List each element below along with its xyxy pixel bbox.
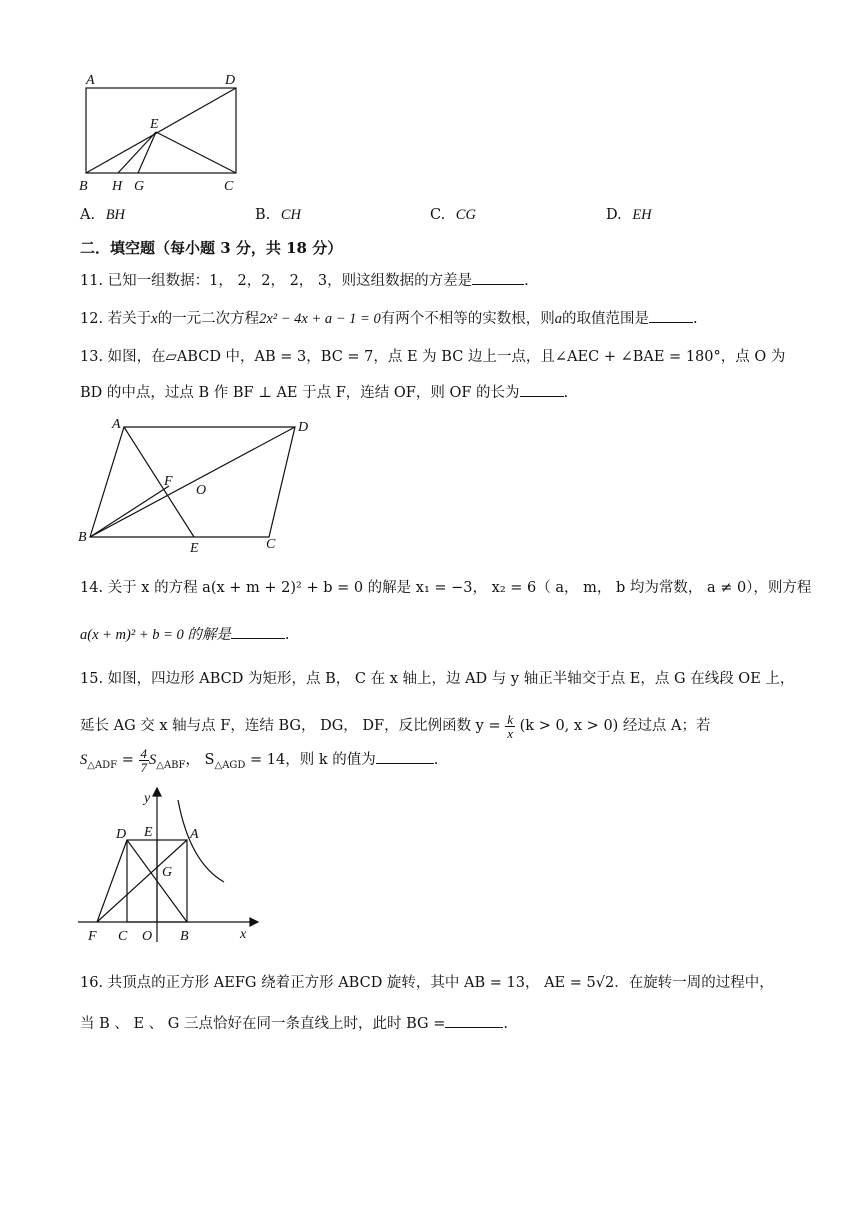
q12-text-3: 有两个不相等的实数根，则 bbox=[380, 311, 555, 327]
q15-s1: S bbox=[80, 752, 88, 768]
q15-text-1: 如图，四边形 ABCD 为矩形，点 B， C 在 x 轴上，边 AD 与 y 轴正半轴交于点 E，点 G 在线段 OE 上， bbox=[107, 671, 795, 687]
q12-number: 12. bbox=[80, 311, 104, 327]
q15-s2: S bbox=[149, 752, 157, 768]
label-D: D bbox=[116, 827, 127, 842]
label-E: E bbox=[150, 117, 159, 132]
q13-end: . bbox=[563, 385, 569, 401]
question-14-line-1 bbox=[80, 578, 811, 598]
label-B: B bbox=[78, 530, 87, 545]
label-B: B bbox=[79, 179, 88, 194]
figure-rectangle-abcd bbox=[76, 70, 246, 195]
q13-text-2: BD 的中点，过点 B 作 BF ⊥ AE 于点 F，连结 OF，则 OF 的长为 bbox=[80, 385, 520, 401]
q14-answer-blank[interactable] bbox=[231, 624, 285, 639]
q11-number: 11. bbox=[80, 273, 104, 289]
option-b[interactable] bbox=[255, 207, 301, 224]
q15-sub-agd: △AGD bbox=[214, 759, 246, 771]
q14-text-1: 关于 x 的方程 a(x + m + 2)² + b = 0 的解是 x₁ = −3， x₂ = 6（ a， m， b 均为常数， a ≠ 0），则方程 bbox=[107, 580, 812, 596]
section-title: 二．填空题（每小题 3 分，共 18 分） bbox=[80, 239, 343, 257]
label-B: B bbox=[180, 929, 189, 944]
figure-coordinate-rectangle bbox=[74, 784, 264, 949]
label-C: C bbox=[266, 537, 276, 552]
q14-text-2: a(x + m)² + b = 0 的解是 bbox=[80, 627, 231, 643]
label-E: E bbox=[144, 825, 153, 840]
option-d-value: EH bbox=[632, 207, 652, 223]
q14-end: . bbox=[284, 627, 290, 643]
question-16-line-2 bbox=[80, 1013, 508, 1034]
question-15-line-3 bbox=[80, 740, 438, 780]
option-a-key: A. bbox=[80, 207, 96, 223]
label-A: A bbox=[86, 73, 95, 88]
label-O: O bbox=[142, 929, 153, 944]
q15-text-2b: (k > 0, x > 0) 经过点 A；若 bbox=[519, 718, 711, 734]
figure-parallelogram-abcd bbox=[74, 414, 324, 559]
q14-number: 14. bbox=[80, 580, 104, 596]
q15-sub-adf: △ADF bbox=[87, 759, 118, 771]
q15-s3-prefix: ， S bbox=[185, 752, 215, 768]
option-d[interactable] bbox=[606, 207, 652, 224]
option-a-value: BH bbox=[105, 207, 126, 223]
label-F: F bbox=[88, 929, 97, 944]
question-12 bbox=[80, 308, 698, 329]
label-D: D bbox=[225, 73, 236, 88]
label-E: E bbox=[190, 541, 199, 556]
option-b-value: CH bbox=[280, 207, 302, 223]
question-11 bbox=[80, 270, 529, 291]
option-b-key: B. bbox=[255, 207, 271, 223]
label-F: F bbox=[164, 474, 173, 489]
q12-var-a: a bbox=[554, 311, 562, 327]
label-C: C bbox=[118, 929, 128, 944]
question-13-line-2 bbox=[80, 382, 568, 403]
q16-end: . bbox=[503, 1016, 508, 1032]
label-A: A bbox=[190, 827, 199, 842]
q11-text: 已知一组数据：1， 2，2， 2， 3，则这组数据的方差是 bbox=[107, 273, 473, 289]
label-G: G bbox=[162, 865, 173, 880]
q15-fraction-4-over-7: $\frac{4}{7}$ bbox=[140, 745, 147, 775]
label-G: G bbox=[134, 179, 145, 194]
q15-text-3e: = 14，则 k 的值为 bbox=[245, 752, 376, 768]
q12-var-x: x bbox=[151, 311, 158, 327]
q15-sub-abf: △ABF bbox=[156, 759, 186, 771]
label-O: O bbox=[196, 483, 207, 498]
label-A: A bbox=[112, 417, 121, 432]
question-16-line-1 bbox=[80, 973, 774, 993]
q13-text-1: 如图，在▱ABCD 中，AB = 3，BC = 7，点 E 为 BC 边上一点，且∠AEC + ∠BAE = 180°，点 O 为 bbox=[107, 349, 786, 365]
q12-end: . bbox=[692, 311, 698, 327]
question-13-line-1 bbox=[80, 347, 785, 367]
label-D: D bbox=[298, 420, 309, 435]
label-y: y bbox=[144, 791, 151, 806]
label-C: C bbox=[224, 179, 234, 194]
q12-text-2: 的一元二次方程 bbox=[157, 311, 260, 327]
option-d-key: D. bbox=[606, 207, 622, 223]
q12-equation: 2x² − 4x + a − 1 = 0 bbox=[259, 311, 381, 327]
q16-number: 16. bbox=[80, 975, 104, 991]
q15-eq: = bbox=[117, 752, 139, 768]
q13-number: 13. bbox=[80, 349, 104, 365]
q15-fraction-k-over-x: $\frac{k}{x}$ bbox=[507, 711, 514, 741]
q12-text-4: 的取值范围是 bbox=[561, 311, 649, 327]
q15-answer-blank[interactable] bbox=[376, 749, 434, 764]
option-c[interactable] bbox=[430, 207, 476, 224]
q15-end: . bbox=[433, 752, 439, 768]
q12-text-1: 若关于 bbox=[107, 311, 152, 327]
q15-text-2a: 延长 AG 交 x 轴与点 F，连结 BG， DG， DF，反比例函数 y = bbox=[80, 718, 501, 734]
question-14-line-2 bbox=[80, 624, 290, 645]
q16-answer-blank[interactable] bbox=[445, 1013, 503, 1028]
q11-answer-blank[interactable] bbox=[472, 270, 524, 285]
q11-end: . bbox=[524, 273, 529, 289]
option-a[interactable] bbox=[80, 207, 125, 224]
q16-text-2: 当 B 、 E 、 G 三点恰好在同一条直线上时，此时 BG = bbox=[80, 1016, 446, 1032]
label-x: x bbox=[240, 927, 247, 942]
q13-answer-blank[interactable] bbox=[520, 382, 564, 397]
option-c-value: CG bbox=[455, 207, 476, 223]
q16-text-1: 共顶点的正方形 AEFG 绕着正方形 ABCD 旋转，其中 AB = 13， AE = 5√2．在旋转一周的过程中， bbox=[107, 975, 774, 991]
question-15-line-1 bbox=[80, 669, 794, 689]
option-c-key: C. bbox=[430, 207, 446, 223]
q12-answer-blank[interactable] bbox=[649, 308, 693, 323]
q15-number: 15. bbox=[80, 671, 104, 687]
label-H: H bbox=[112, 179, 123, 194]
